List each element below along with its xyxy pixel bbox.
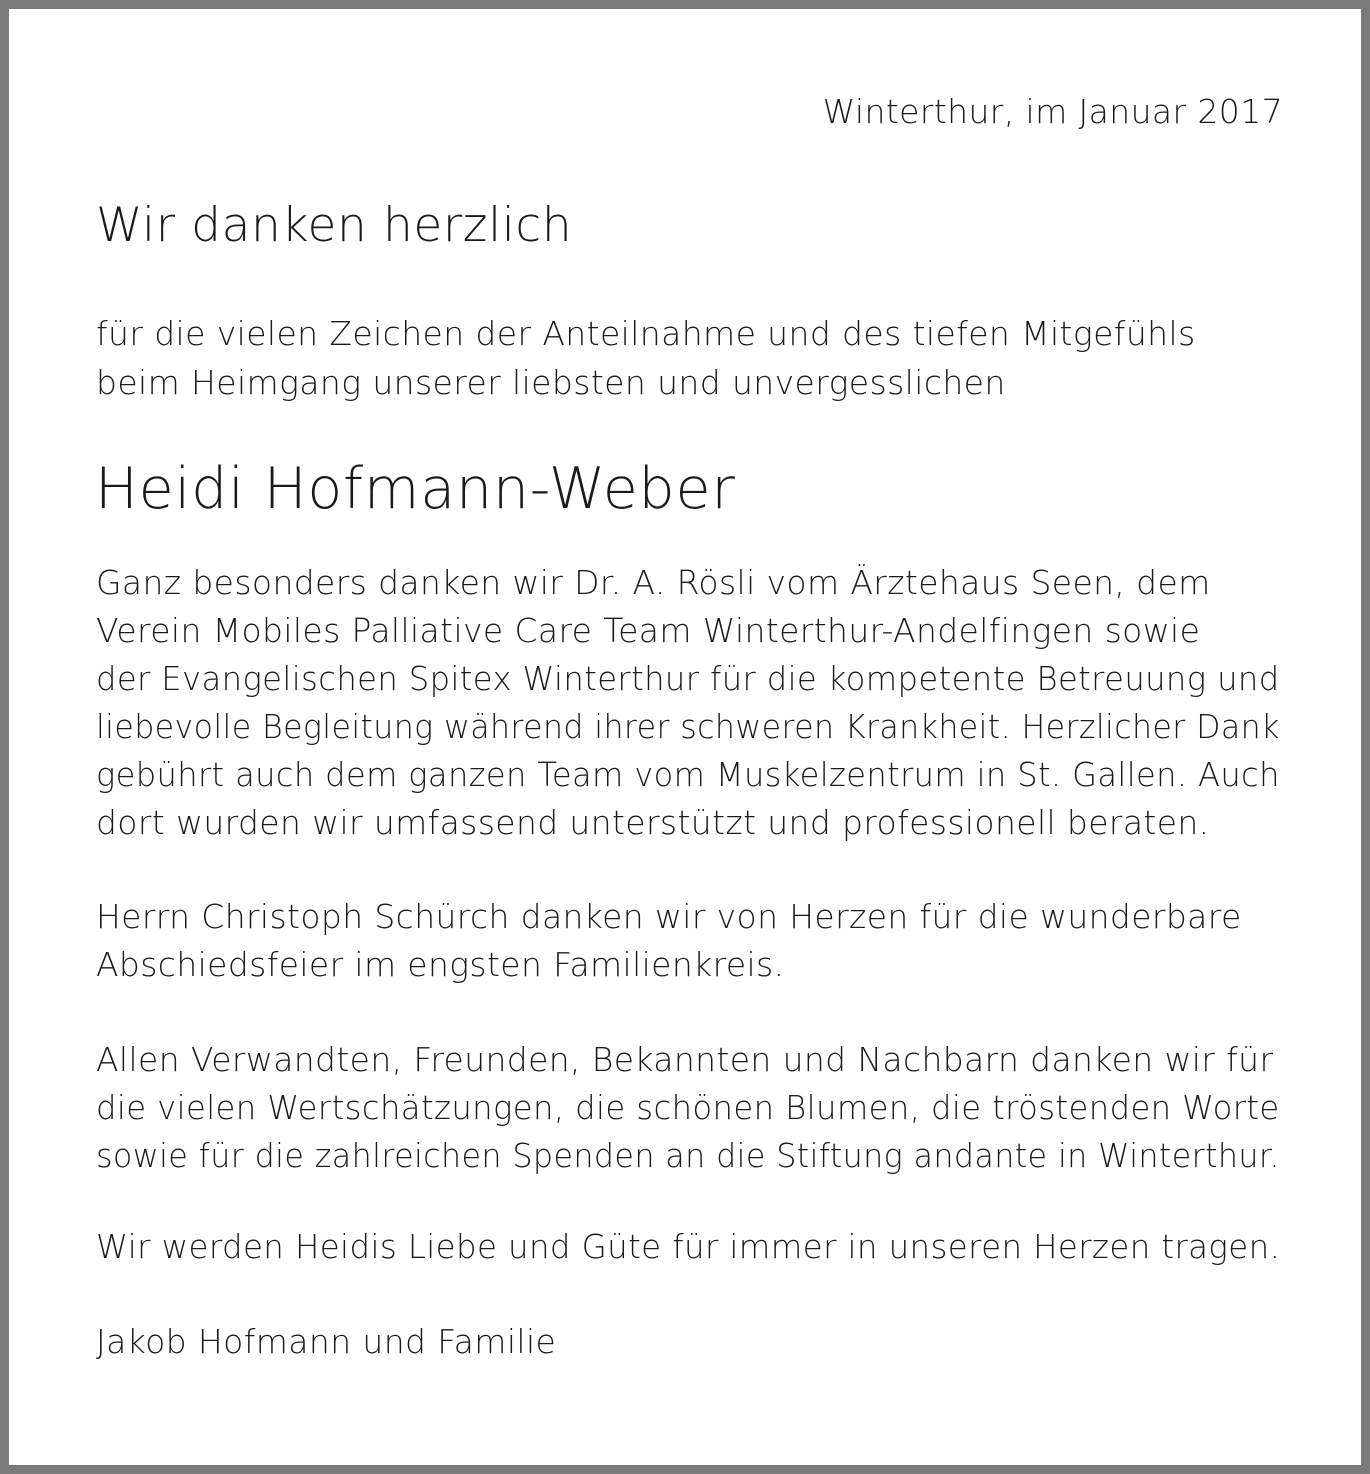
paragraph-medical-thanks — [96, 559, 1282, 847]
thank-you-notice — [9, 9, 1361, 1465]
paragraph-community-thanks — [96, 1036, 1282, 1180]
paragraph-line: liebevolle Begleitung während ihrer schweren Krankheit. Herzlicher Dank — [96, 707, 1280, 746]
paragraph-line: Ganz besonders danken wir Dr. A. Rösli vom Ärztehaus Seen, dem — [96, 563, 1211, 602]
paragraph-line: Herrn Christoph Schürch danken wir von Herzen für die wunderbare — [96, 897, 1242, 936]
paragraph-line: Verein Mobiles Palliative Care Team Winterthur-Andelfingen sowie — [96, 611, 1201, 650]
notice-heading: Wir danken herzlich — [96, 198, 573, 253]
closing-sentence: Wir werden Heidis Liebe und Güte für immer in unseren Herzen tragen. — [96, 1227, 1281, 1266]
signature: Jakob Hofmann und Familie — [96, 1322, 557, 1361]
paragraph-line: die vielen Wertschätzungen, die schönen Blumen, die tröstenden Worte — [96, 1088, 1280, 1127]
paragraph-line: Allen Verwandten, Freunden, Bekannten und Nachbarn danken wir für — [96, 1040, 1274, 1079]
dateline: Winterthur, im Januar 2017 — [822, 92, 1283, 131]
paragraph-line: Abschiedsfeier im engsten Familienkreis. — [96, 945, 785, 984]
intro-line-2: beim Heimgang unserer liebsten und unvergesslichen — [96, 363, 1006, 402]
intro-line-1: für die vielen Zeichen der Anteilnahme und des tiefen Mitgefühls — [96, 314, 1196, 353]
paragraph-line: dort wurden wir umfassend unterstützt und professionell beraten. — [96, 803, 1210, 842]
paragraph-line: der Evangelischen Spitex Winterthur für die kompetente Betreuung und — [96, 659, 1280, 698]
deceased-name: Heidi Hofmann-Weber — [95, 456, 736, 522]
paragraph-line: sowie für die zahlreichen Spenden an die Stiftung andante in Winterthur. — [96, 1136, 1280, 1175]
paragraph-line: gebührt auch dem ganzen Team vom Muskelzentrum in St. Gallen. Auch — [96, 755, 1280, 794]
paragraph-farewell-thanks — [96, 893, 1282, 989]
